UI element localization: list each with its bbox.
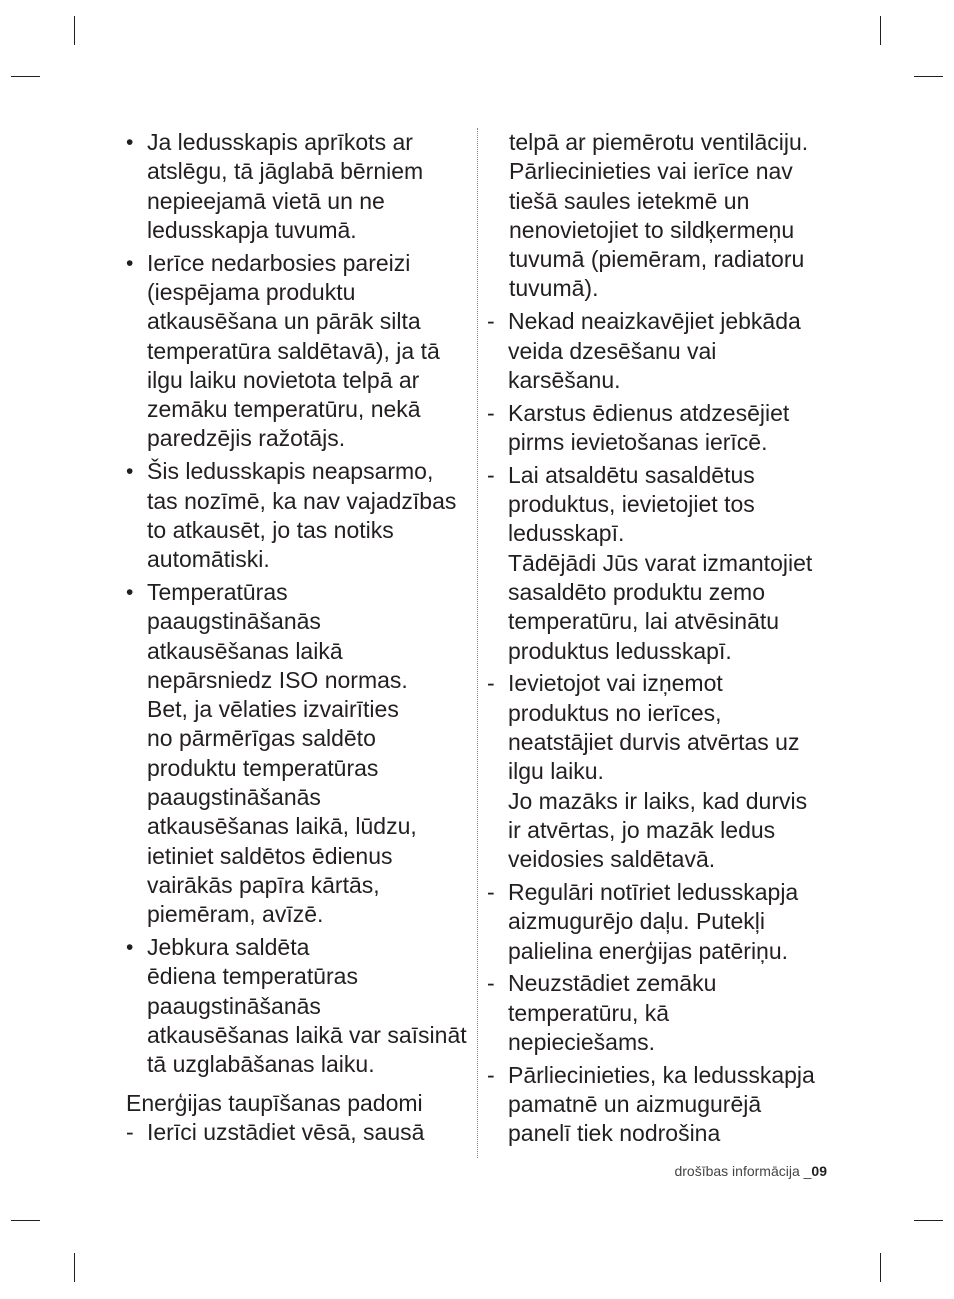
bullet-marker: • <box>126 131 134 154</box>
dash-text: Karstus ēdienus atdzesējiet pirms ievietošanas ierīcē. <box>508 399 790 455</box>
dash-marker: - <box>487 308 495 335</box>
crop-mark-top-left-horizontal <box>11 76 40 77</box>
dash-marker: - <box>487 670 495 697</box>
dash-item <box>487 878 827 966</box>
bullet-text: Šis ledusskapis neapsarmo, tas nozīmē, ka nav vajadzības to atkausēt, jo tas notiks automātiski. <box>147 458 457 573</box>
dash-marker: - <box>487 1061 495 1088</box>
dash-marker: - <box>487 461 495 488</box>
bullet-marker: • <box>126 460 134 484</box>
dash-text: Pārliecinieties, ka ledusskapja pamatnē un aizmugurējā panelī tiek nodrošina <box>508 1061 815 1147</box>
column-divider <box>477 128 478 1158</box>
dash-text: Neuzstādiet zemāku temperatūru, kā nepieciešams. <box>508 970 717 1055</box>
bullet-text: Ja ledusskapis aprīkots ar atslēgu, tā jāglabā bērniem nepieejamā vietā un ne ledusskapja tuvumā. <box>147 129 424 243</box>
dash-text: Ievietojot vai izņemot produktus no ierīces, neatstājiet durvis atvērtas uz ilgu laiku. Jo mazāks ir laiks, kad durvis ir atvērtas, jo mazāk ledus veidosies saldētavā. <box>508 670 808 873</box>
bullet-marker: • <box>126 580 134 604</box>
bullet-item <box>126 249 471 454</box>
dash-marker: - <box>487 399 495 426</box>
bullet-item <box>126 128 471 245</box>
crop-mark-top-left-vertical <box>74 16 75 45</box>
dash-marker: - <box>487 878 495 905</box>
bullet-text: Ierīce nedarbosies pareizi (iespējama produktu atkausēšana un pārāk silta temperatūra saldētavā), ja tā ilgu laiku novietota telpā ar zemāku temperatūru, nekā paredzējis ražotājs. <box>147 249 440 452</box>
bullet-marker: • <box>126 251 134 275</box>
dash-item <box>487 307 827 395</box>
left-column <box>126 128 471 1151</box>
section-heading: Enerģijas taupīšanas padomi <box>126 1089 423 1116</box>
bullet-text: Temperatūras paaugstināšanās atkausēšanas laikā nepārsniedz ISO normas. Bet, ja vēlaties izvairīties no pārmērīgas saldēto produktu temperatūras paaugstināšanās atkausēšanas laikā, lūdzu, ietiniet saldētos ēdienus vairākās papīra kārtās, piemēram, avīzē. <box>147 578 417 928</box>
bullet-text: Jebkura saldēta ēdiena temperatūras paaugstināšanās atkausēšanas laikā var saīsināt tā uzglabāšanas laiku. <box>147 934 467 1078</box>
dash-text: Ierīci uzstādiet vēsā, sausā <box>147 1118 425 1145</box>
crop-mark-bottom-left-vertical <box>74 1253 75 1282</box>
continued-text: telpā ar piemērotu ventilāciju. Pārliecinieties vai ierīce nav tiešā saules ietekmē un nenovietojiet to sildķermeņu tuvumā (piemēram, radiatoru tuvumā). <box>509 129 809 302</box>
footer-label: drošības informācija _ <box>674 1163 812 1179</box>
dash-item <box>487 669 827 874</box>
crop-mark-bottom-right-horizontal <box>914 1220 943 1221</box>
crop-mark-bottom-right-vertical <box>880 1253 881 1282</box>
dash-text: Nekad neaizkavējiet jebkāda veida dzesēšanu vai karsēšanu. <box>508 308 801 393</box>
page-footer <box>674 1163 827 1179</box>
dash-marker: - <box>487 970 495 997</box>
bullet-item <box>126 578 471 930</box>
dash-item <box>487 969 827 1057</box>
crop-mark-top-right-horizontal <box>914 76 943 77</box>
dash-item <box>487 461 827 666</box>
crop-mark-top-right-vertical <box>880 16 881 45</box>
bullet-item <box>126 457 471 574</box>
dash-item <box>487 1061 827 1149</box>
dash-text: Lai atsaldētu sasaldētus produktus, ievietojiet tos ledusskapī. Tādējādi Jūs varat izmantojiet sasaldēto produktu zemo temperatūru, lai atvēsinātu produktus ledusskapī. <box>508 461 813 664</box>
right-column <box>487 128 827 1152</box>
bullet-item <box>126 933 471 1079</box>
dash-item <box>487 399 827 458</box>
dash-item <box>126 1118 471 1147</box>
bullet-marker: • <box>126 936 134 960</box>
dash-text: Regulāri notīriet ledusskapja aizmugurējo daļu. Putekļi palielina enerģijas patēriņu. <box>508 878 799 964</box>
crop-mark-bottom-left-horizontal <box>11 1220 40 1221</box>
dash-marker: - <box>126 1118 134 1145</box>
page-number: 09 <box>811 1163 827 1179</box>
